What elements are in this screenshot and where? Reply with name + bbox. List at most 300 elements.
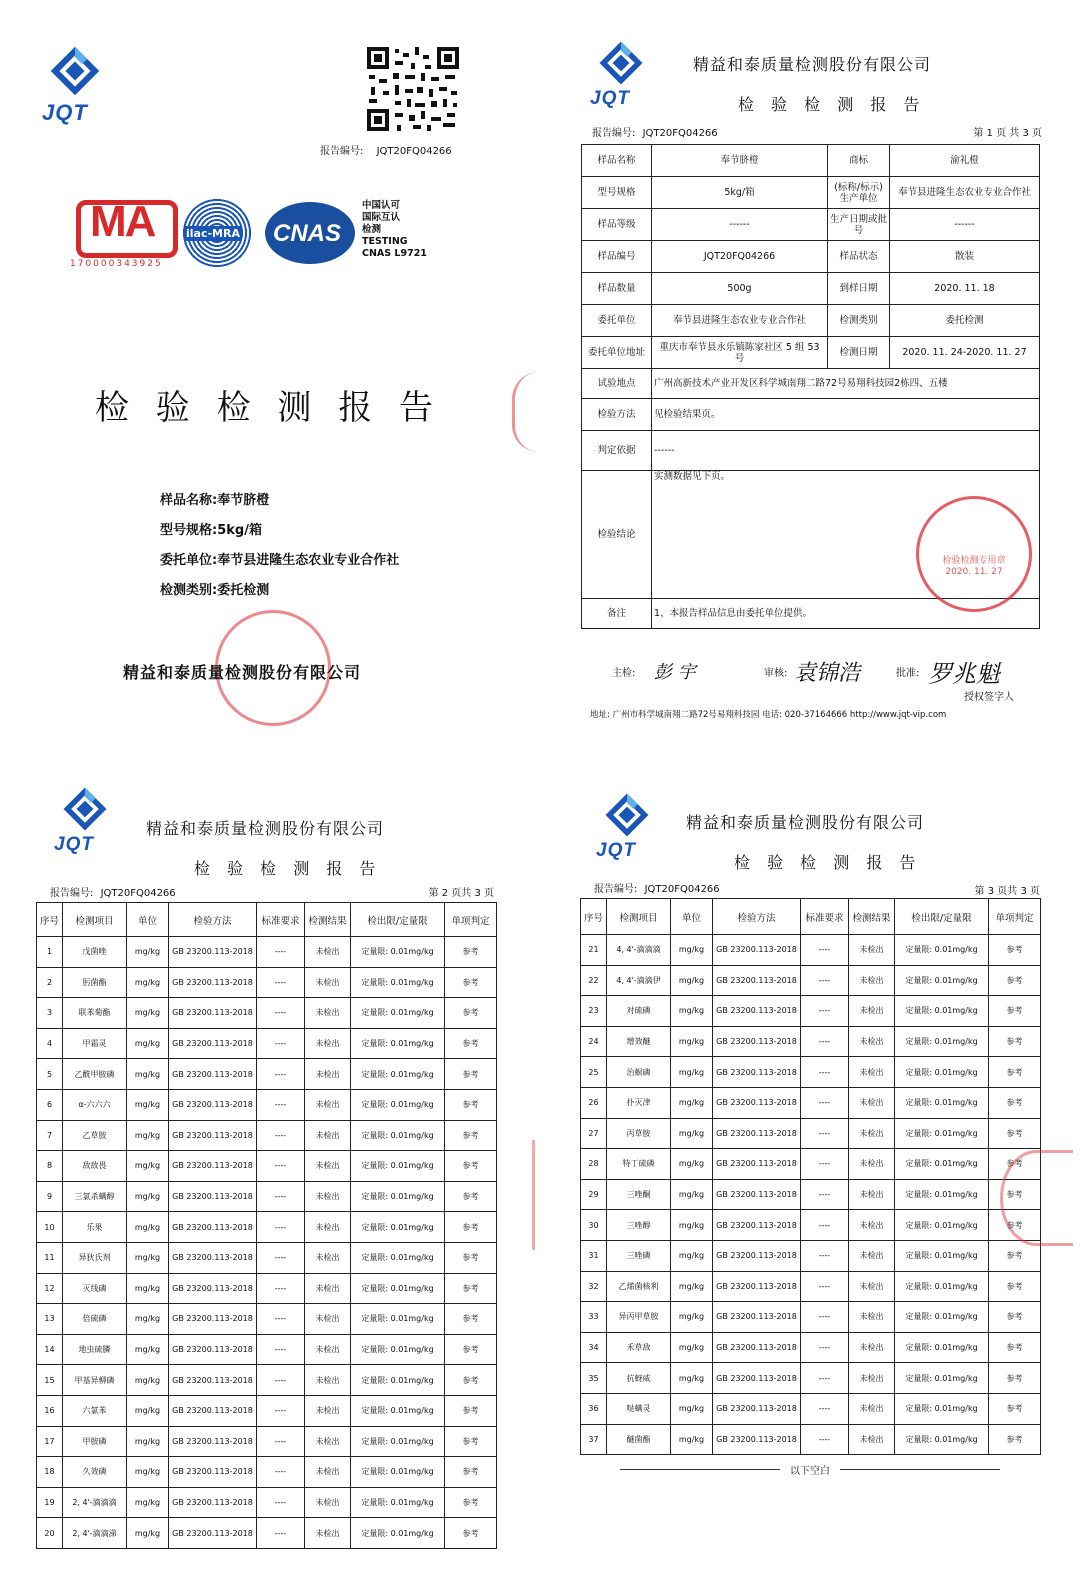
column-header: 单项判定: [989, 899, 1041, 935]
table-cell: GB 23200.113-2018: [169, 1059, 257, 1090]
table-cell: 未检出: [305, 1242, 351, 1273]
info-value: 2020. 11. 24-2020. 11. 27: [890, 337, 1040, 369]
table-cell: GB 23200.113-2018: [169, 1426, 257, 1457]
table-row: [581, 1302, 1041, 1333]
table-cell: mg/kg: [127, 1273, 169, 1304]
table-cell: ----: [257, 1151, 305, 1182]
column-header: 序号: [581, 899, 607, 935]
table-cell: 未检出: [305, 1212, 351, 1243]
table-cell: 抗蚜威: [607, 1363, 671, 1394]
table-cell: mg/kg: [127, 1059, 169, 1090]
table-cell: 定量限: 0.01mg/kg: [351, 1181, 445, 1212]
table-row: [37, 1426, 497, 1457]
table-row: [37, 1181, 497, 1212]
report-no-value: JQT20FQ04266: [100, 888, 176, 899]
info-value: 奉节县进隆生态农业专业合作社: [890, 177, 1040, 209]
table-cell: 参考: [989, 1118, 1041, 1149]
report-no: [592, 124, 718, 139]
table-cell: 22: [581, 965, 607, 996]
jqt-logo-icon: [598, 40, 644, 86]
table-cell: 参考: [445, 1304, 497, 1335]
table-cell: 定量限: 0.01mg/kg: [351, 1242, 445, 1273]
table-cell: 4: [37, 1028, 63, 1059]
table-cell: 参考: [989, 1240, 1041, 1271]
table-cell: ----: [257, 998, 305, 1029]
table-cell: 参考: [445, 1334, 497, 1365]
table-cell: 定量限: 0.01mg/kg: [895, 1332, 989, 1363]
table-cell: 1: [37, 937, 63, 968]
jqt-logo-icon: [604, 792, 650, 838]
table-cell: 未检出: [305, 937, 351, 968]
table-cell: 定量限: 0.01mg/kg: [351, 937, 445, 968]
table-cell: 未检出: [849, 1149, 895, 1180]
field-label: 型号规格:: [160, 523, 218, 538]
approver-signature: 罗兆魁: [928, 660, 1000, 688]
table-cell: mg/kg: [127, 1334, 169, 1365]
table-cell: ----: [257, 1334, 305, 1365]
table-cell: 参考: [445, 1518, 497, 1549]
table-cell: ----: [801, 1332, 849, 1363]
table-cell: 35: [581, 1363, 607, 1394]
table-cell: ----: [801, 1393, 849, 1424]
table-cell: 4, 4'-滴滴滴: [607, 935, 671, 966]
info-row-wide: [582, 399, 1040, 431]
table-cell: 未检出: [849, 1210, 895, 1241]
column-header: 序号: [37, 903, 63, 937]
table-cell: GB 23200.113-2018: [713, 996, 801, 1027]
table-cell: 6: [37, 1089, 63, 1120]
table-cell: 25: [581, 1057, 607, 1088]
table-row: [581, 1240, 1041, 1271]
table-cell: 哒螨灵: [607, 1393, 671, 1424]
table-cell: 定量限: 0.01mg/kg: [895, 965, 989, 996]
column-header: 检验方法: [169, 903, 257, 937]
report-no-label: 报告编号:: [320, 146, 364, 157]
table-cell: GB 23200.113-2018: [713, 1424, 801, 1455]
table-cell: 参考: [989, 1332, 1041, 1363]
table-cell: ----: [257, 1426, 305, 1457]
table-cell: α-六六六: [63, 1089, 127, 1120]
jqt-logo-text: JQT: [42, 100, 88, 125]
table-cell: mg/kg: [671, 1302, 713, 1333]
table-cell: mg/kg: [127, 1457, 169, 1488]
cnas-desc-line: 检测: [362, 224, 382, 235]
jqt-logo: [590, 40, 660, 120]
info-label: 型号规格: [582, 177, 652, 209]
table-cell: 21: [581, 935, 607, 966]
table-cell: mg/kg: [671, 1057, 713, 1088]
table-cell: 定量限: 0.01mg/kg: [351, 1426, 445, 1457]
table-cell: 参考: [989, 1210, 1041, 1241]
table-cell: 定量限: 0.01mg/kg: [351, 1028, 445, 1059]
table-cell: 未检出: [849, 1271, 895, 1302]
field-value: 奉节脐橙: [217, 493, 270, 508]
info-label: 备注: [582, 599, 652, 629]
table-cell: 参考: [445, 1426, 497, 1457]
table-cell: 定量限: 0.01mg/kg: [895, 1057, 989, 1088]
table-cell: ----: [257, 1487, 305, 1518]
table-cell: 定量限: 0.01mg/kg: [351, 1151, 445, 1182]
table-cell: 参考: [989, 1271, 1041, 1302]
report-no-label: 报告编号:: [50, 888, 94, 899]
field-value: 5kg/箱: [217, 523, 262, 538]
column-header: 检验方法: [713, 899, 801, 935]
table-cell: 参考: [989, 1057, 1041, 1088]
table-cell: ----: [801, 996, 849, 1027]
jqt-logo-text: JQT: [590, 88, 630, 109]
table-cell: GB 23200.113-2018: [169, 1089, 257, 1120]
jqt-logo: [40, 45, 110, 125]
cover-company: 精益和泰质量检测股份有限公司: [123, 663, 362, 682]
info-label: 检验方法: [582, 399, 652, 431]
table-cell: ----: [257, 967, 305, 998]
table-cell: ----: [257, 1181, 305, 1212]
table-cell: GB 23200.113-2018: [169, 1028, 257, 1059]
column-header: 单位: [127, 903, 169, 937]
cover-field: [160, 576, 399, 606]
table-cell: 定量限: 0.01mg/kg: [895, 1363, 989, 1394]
report-no-value: JQT20FQ04266: [644, 884, 720, 895]
table-cell: 未检出: [305, 1426, 351, 1457]
end-text: 以下空白: [790, 1466, 830, 1477]
table-cell: 7: [37, 1120, 63, 1151]
table-cell: ----: [257, 1089, 305, 1120]
cnas-logo: [265, 202, 355, 264]
table-cell: 未检出: [305, 1120, 351, 1151]
field-label: 委托单位:: [160, 553, 218, 568]
qr-code: [365, 45, 461, 133]
column-header: 检出限/定量限: [895, 899, 989, 935]
page-number: 第 3 页共 3 页: [974, 886, 1040, 897]
table-cell: 3: [37, 998, 63, 1029]
table-row: [581, 1026, 1041, 1057]
table-cell: ----: [257, 1457, 305, 1488]
report-no-label: 报告编号:: [592, 128, 636, 139]
table-cell: ----: [801, 1424, 849, 1455]
table-cell: 定量限: 0.01mg/kg: [895, 1179, 989, 1210]
table-cell: 定量限: 0.01mg/kg: [351, 1487, 445, 1518]
table-cell: mg/kg: [127, 1151, 169, 1182]
cnas-text: CNAS: [273, 220, 342, 247]
company-name: 精益和泰质量检测股份有限公司: [693, 55, 932, 74]
table-cell: 参考: [989, 965, 1041, 996]
table-cell: 定量限: 0.01mg/kg: [351, 1457, 445, 1488]
table-row: [581, 1149, 1041, 1180]
table-cell: 六氯苯: [63, 1395, 127, 1426]
info-value: 1、本报告样品信息由委托单位提供。: [652, 599, 1040, 629]
column-header: 检测项目: [607, 899, 671, 935]
table-cell: 参考: [445, 998, 497, 1029]
table-cell: mg/kg: [127, 1242, 169, 1273]
red-seal-edge: [512, 372, 539, 452]
table-row: [581, 1332, 1041, 1363]
table-cell: 参考: [445, 1212, 497, 1243]
inspection-stamp: [916, 496, 1032, 612]
table-cell: 定量限: 0.01mg/kg: [351, 1273, 445, 1304]
info-row: [582, 241, 1040, 273]
cover-field: [160, 516, 399, 546]
table-cell: ----: [257, 1518, 305, 1549]
cover-field: [160, 546, 399, 576]
info-row: [582, 145, 1040, 177]
table-cell: 久效磷: [63, 1457, 127, 1488]
info-label: 样品编号: [582, 241, 652, 273]
table-cell: mg/kg: [671, 1332, 713, 1363]
table-cell: 乙酰甲胺磷: [63, 1059, 127, 1090]
table-cell: 13: [37, 1304, 63, 1335]
stamp-date: 2020. 11. 27: [945, 567, 1003, 577]
table-cell: 27: [581, 1118, 607, 1149]
table-row: [37, 1242, 497, 1273]
table-cell: mg/kg: [127, 998, 169, 1029]
table-row: [37, 1457, 497, 1488]
table-cell: 31: [581, 1240, 607, 1271]
table-cell: mg/kg: [671, 965, 713, 996]
table-cell: 未检出: [305, 1518, 351, 1549]
info-value: 500g: [652, 273, 828, 305]
page-number: 第 2 页共 3 页: [428, 888, 494, 899]
jqt-logo: [54, 786, 124, 866]
table-cell: mg/kg: [671, 1363, 713, 1394]
table-cell: 9: [37, 1181, 63, 1212]
table-cell: 定量限: 0.01mg/kg: [351, 1518, 445, 1549]
info-label: 生产日期或批号: [828, 209, 890, 241]
info-value: 广州高新技术产业开发区科学城南翔二路72号易翔科技园2栋四、五楼: [652, 369, 1040, 399]
report-no-value: JQT20FQ04266: [642, 128, 718, 139]
table-cell: 17: [37, 1426, 63, 1457]
table-cell: GB 23200.113-2018: [713, 1026, 801, 1057]
stamp-text: 检验检测专用章: [942, 556, 1006, 566]
info-label: (标称/标示)生产单位: [828, 177, 890, 209]
table-cell: 定量限: 0.01mg/kg: [351, 1334, 445, 1365]
table-cell: ----: [257, 1120, 305, 1151]
report-page-3: [560, 780, 1070, 1570]
table-cell: ----: [257, 1395, 305, 1426]
table-cell: 未检出: [849, 1087, 895, 1118]
table-cell: 定量限: 0.01mg/kg: [895, 1240, 989, 1271]
chief-inspector-label: 主检:: [612, 668, 636, 679]
table-cell: GB 23200.113-2018: [713, 1149, 801, 1180]
table-cell: mg/kg: [127, 967, 169, 998]
table-cell: 定量限: 0.01mg/kg: [895, 1271, 989, 1302]
table-cell: 肟菌酯: [63, 967, 127, 998]
table-cell: 未检出: [849, 1302, 895, 1333]
table-cell: 15: [37, 1365, 63, 1396]
table-cell: 参考: [989, 1087, 1041, 1118]
table-cell: GB 23200.113-2018: [713, 1332, 801, 1363]
table-cell: ----: [801, 1179, 849, 1210]
report-no-label: 报告编号:: [594, 884, 638, 895]
table-row: [37, 1089, 497, 1120]
table-cell: 26: [581, 1087, 607, 1118]
table-cell: 丙草胺: [607, 1118, 671, 1149]
table-cell: GB 23200.113-2018: [169, 1212, 257, 1243]
table-cell: mg/kg: [127, 1089, 169, 1120]
info-value: JQT20FQ04266: [652, 241, 828, 273]
table-cell: 未检出: [305, 1028, 351, 1059]
table-cell: 18: [37, 1457, 63, 1488]
table-red-seal: [1000, 1150, 1073, 1246]
field-value: 委托检测: [217, 583, 270, 598]
info-label: 委托单位地址: [582, 337, 652, 369]
info-value: ------: [890, 209, 1040, 241]
table-cell: GB 23200.113-2018: [169, 1487, 257, 1518]
table-cell: 扑灭津: [607, 1087, 671, 1118]
table-cell: 参考: [445, 937, 497, 968]
table-cell: 定量限: 0.01mg/kg: [895, 996, 989, 1027]
table-cell: 参考: [445, 1457, 497, 1488]
table-cell: 参考: [445, 1120, 497, 1151]
table-cell: 定量限: 0.01mg/kg: [351, 1059, 445, 1090]
table-cell: GB 23200.113-2018: [713, 1179, 801, 1210]
table-row: [581, 1087, 1041, 1118]
table-cell: 三唑磷: [607, 1240, 671, 1271]
ilac-mra-logo: [182, 198, 252, 268]
table-cell: 参考: [445, 1059, 497, 1090]
table-cell: ----: [801, 1271, 849, 1302]
table-cell: 甲胺磷: [63, 1426, 127, 1457]
table-cell: 未检出: [849, 1393, 895, 1424]
table-cell: 定量限: 0.01mg/kg: [895, 1302, 989, 1333]
table-cell: 甲霜灵: [63, 1028, 127, 1059]
table-cell: GB 23200.113-2018: [169, 1334, 257, 1365]
column-header: 单项判定: [445, 903, 497, 937]
table-cell: 未检出: [849, 1240, 895, 1271]
column-header: 标准要求: [801, 899, 849, 935]
table-row: [581, 996, 1041, 1027]
table-row: [581, 1393, 1041, 1424]
results-table-p3: [580, 898, 1041, 1455]
table-cell: 定量限: 0.01mg/kg: [895, 1210, 989, 1241]
cover-field: [160, 486, 399, 516]
report-no: [50, 884, 176, 899]
page-number: 第 1 页 共 3 页: [973, 128, 1042, 139]
table-cell: mg/kg: [671, 1240, 713, 1271]
cover-title: 检 验 检 测 报 告: [95, 388, 442, 428]
table-cell: 定量限: 0.01mg/kg: [351, 1212, 445, 1243]
table-cell: 参考: [989, 1363, 1041, 1394]
table-cell: 30: [581, 1210, 607, 1241]
cnas-desc-line: TESTING: [362, 236, 408, 247]
table-cell: 未检出: [849, 1424, 895, 1455]
table-cell: GB 23200.113-2018: [713, 1302, 801, 1333]
table-cell: 16: [37, 1395, 63, 1426]
table-cell: 2: [37, 967, 63, 998]
table-cell: GB 23200.113-2018: [713, 1057, 801, 1088]
info-value: 5kg/箱: [652, 177, 828, 209]
cnas-desc-line: 国际互认: [362, 212, 401, 223]
table-cell: 未检出: [305, 1059, 351, 1090]
table-cell: mg/kg: [671, 1393, 713, 1424]
table-cell: 19: [37, 1487, 63, 1518]
table-cell: 32: [581, 1271, 607, 1302]
address-line: 地址: 广州市科学城南翔二路72号易翔科技园 电话: 020-37164666 http://www.jqt-vip.com: [590, 710, 947, 720]
table-cell: 异狄氏剂: [63, 1242, 127, 1273]
column-header: 检出限/定量限: [351, 903, 445, 937]
cma-text: MA: [90, 197, 155, 246]
table-cell: 2, 4'-滴滴涕: [63, 1518, 127, 1549]
table-cell: mg/kg: [127, 1304, 169, 1335]
info-label: 样品名称: [582, 145, 652, 177]
table-cell: 乙烯菌核利: [607, 1271, 671, 1302]
table-cell: 未检出: [305, 1181, 351, 1212]
table-cell: mg/kg: [671, 1149, 713, 1180]
table-cell: 参考: [989, 935, 1041, 966]
table-cell: 未检出: [849, 1363, 895, 1394]
table-cell: 29: [581, 1179, 607, 1210]
table-cell: 37: [581, 1424, 607, 1455]
info-value: 散装: [890, 241, 1040, 273]
table-cell: 未检出: [849, 1026, 895, 1057]
column-header: 检测结果: [849, 899, 895, 935]
table-cell: 定量限: 0.01mg/kg: [895, 1118, 989, 1149]
table-cell: 参考: [445, 1365, 497, 1396]
table-cell: 5: [37, 1059, 63, 1090]
table-cell: mg/kg: [671, 1118, 713, 1149]
table-cell: 定量限: 0.01mg/kg: [895, 1026, 989, 1057]
info-value: ------: [652, 209, 828, 241]
table-cell: mg/kg: [127, 1426, 169, 1457]
info-label: 样品状态: [828, 241, 890, 273]
info-value: 见检验结果页。: [652, 399, 1040, 431]
table-row: [581, 1057, 1041, 1088]
table-cell: 未检出: [305, 1334, 351, 1365]
table-cell: 未检出: [305, 1089, 351, 1120]
table-row: [581, 1179, 1041, 1210]
table-row: [581, 1210, 1041, 1241]
table-cell: mg/kg: [127, 1120, 169, 1151]
table-cell: 定量限: 0.01mg/kg: [895, 935, 989, 966]
table-cell: 未检出: [305, 967, 351, 998]
table-cell: 未检出: [849, 1332, 895, 1363]
table-cell: 戊菌唑: [63, 937, 127, 968]
table-cell: mg/kg: [127, 1518, 169, 1549]
table-cell: GB 23200.113-2018: [169, 1304, 257, 1335]
table-cell: ----: [801, 1302, 849, 1333]
table-cell: 未检出: [849, 1118, 895, 1149]
table-cell: GB 23200.113-2018: [169, 1395, 257, 1426]
table-cell: 11: [37, 1242, 63, 1273]
table-cell: 未检出: [849, 965, 895, 996]
info-value: ------: [652, 431, 1040, 471]
table-cell: 增效醚: [607, 1026, 671, 1057]
table-cell: 参考: [989, 1179, 1041, 1210]
table-cell: GB 23200.113-2018: [169, 998, 257, 1029]
table-cell: 敌敌畏: [63, 1151, 127, 1182]
table-cell: 20: [37, 1518, 63, 1549]
table-cell: 33: [581, 1302, 607, 1333]
table-cell: GB 23200.113-2018: [169, 1242, 257, 1273]
table-cell: 地虫硫膦: [63, 1334, 127, 1365]
table-cell: 24: [581, 1026, 607, 1057]
table-cell: 参考: [989, 1149, 1041, 1180]
table-cell: 未检出: [305, 1365, 351, 1396]
table-cell: 定量限: 0.01mg/kg: [351, 1365, 445, 1396]
table-cell: ----: [801, 935, 849, 966]
table-cell: 参考: [445, 1151, 497, 1182]
table-cell: ----: [257, 1304, 305, 1335]
info-value: 渝礼橙: [890, 145, 1040, 177]
table-row: [37, 1365, 497, 1396]
table-cell: GB 23200.113-2018: [713, 965, 801, 996]
table-cell: 乙草胺: [63, 1120, 127, 1151]
table-cell: 未检出: [305, 1395, 351, 1426]
table-row: [37, 1518, 497, 1549]
table-cell: 参考: [445, 1242, 497, 1273]
table-cell: 定量限: 0.01mg/kg: [351, 1395, 445, 1426]
table-cell: 未检出: [305, 1304, 351, 1335]
table-cell: 定量限: 0.01mg/kg: [351, 1304, 445, 1335]
